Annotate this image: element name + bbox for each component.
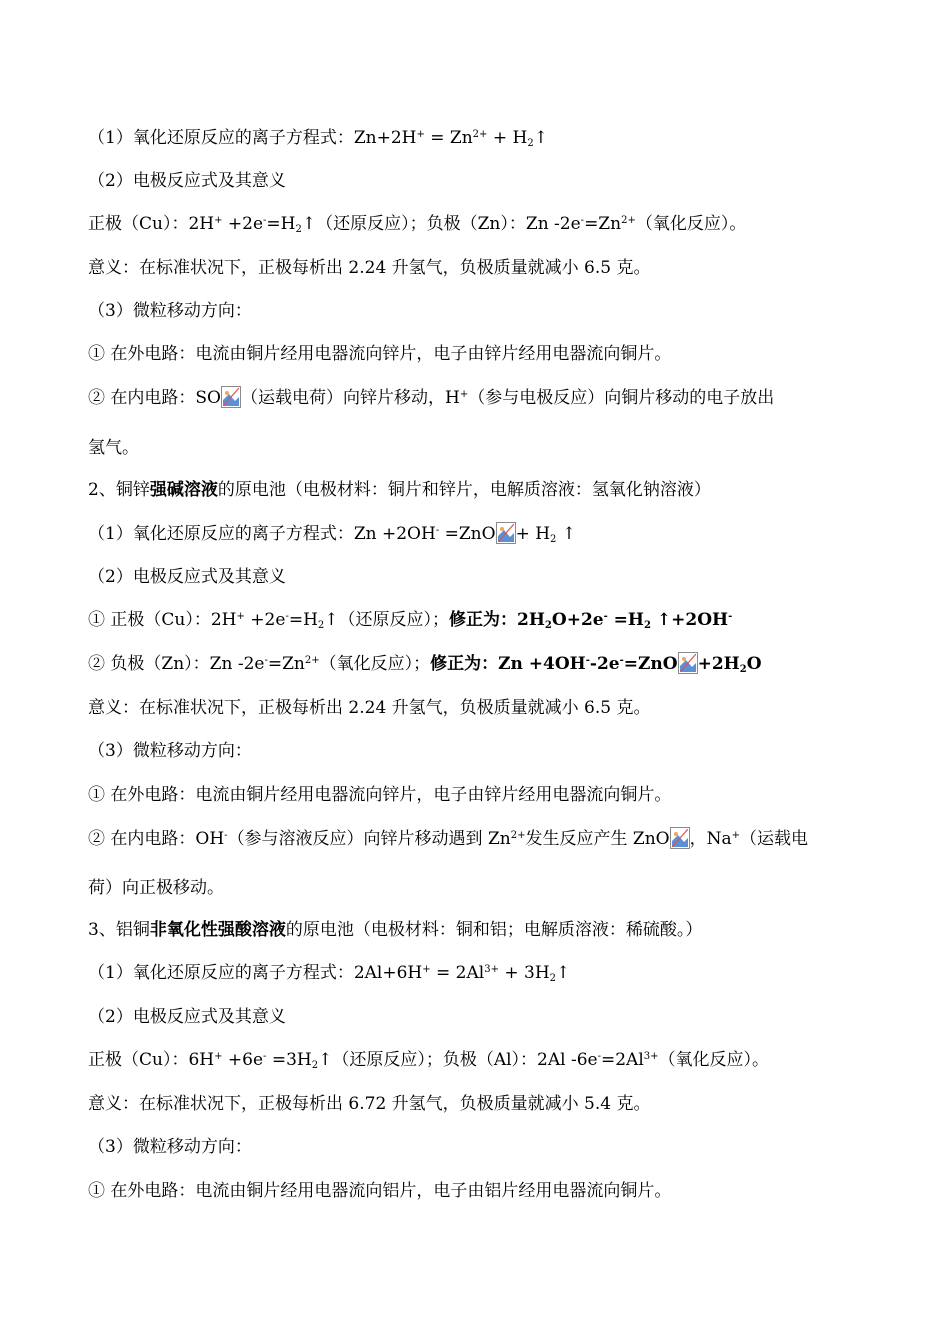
s2-internal-circuit: ② 在内电路：OH-（参与溶液反应）向锌片移动遇到 $Zn^{2+}$发生反应产生 ZnO ，Na+（运载电	[88, 829, 808, 849]
s2-positive-electrode: ① 正极（Cu）：$2H^+ +2e^-=H_2↑$（还原反应）；修正为：$2H_2O+2e^- =H_2$ ↑+2OH-	[88, 610, 733, 631]
s2-internal-circuit-cont: 荷）向正极移动。	[88, 878, 224, 898]
s2-heading: 2、铜锌强碱溶液的原电池（电极材料：铜片和锌片，电解质溶液：氢氧化钠溶液）	[88, 480, 711, 500]
s3-heading: 3、铝铜非氧化性强酸溶液的原电池（电极材料：铜和铝；电解质溶液：稀硫酸。）	[88, 920, 703, 940]
s3-electrode-heading: （2）电极反应式及其意义	[88, 1007, 286, 1027]
s2-negative-electrode: ② 负极（Zn）：Zn $-2e^-=Zn^{2+}$（氧化反应）；修正为：Zn +4OH--2e-=ZnO $+2H_2O$	[88, 654, 762, 675]
s1-particle-heading: （3）微粒移动方向：	[88, 301, 252, 321]
broken-image-icon	[221, 386, 241, 408]
s1-electrode-heading: （2）电极反应式及其意义	[88, 171, 286, 191]
s1-ionic-equation: （1）氧化还原反应的离子方程式：$Zn+2H^+ = Zn^{2+}$ + $H_2↑$	[88, 128, 548, 149]
broken-image-icon	[496, 522, 516, 544]
s3-external-circuit: ① 在外电路：电流由铜片经用电器流向铝片，电子由铝片经用电器流向铜片。	[88, 1181, 672, 1201]
s1-external-circuit: ① 在外电路：电流由铜片经用电器流向锌片，电子由锌片经用电器流向铜片。	[88, 344, 672, 364]
s1-internal-circuit-cont: 氢气。	[88, 438, 139, 458]
broken-image-icon	[670, 827, 690, 849]
s2-external-circuit: ① 在外电路：电流由铜片经用电器流向锌片，电子由锌片经用电器流向铜片。	[88, 785, 672, 805]
s3-particle-heading: （3）微粒移动方向：	[88, 1137, 252, 1157]
s3-meaning: 意义：在标准状况下，正极每析出 6.72 升氢气，负极质量就减小 5.4 克。	[88, 1094, 651, 1114]
s2-particle-heading: （3）微粒移动方向：	[88, 741, 252, 761]
s1-internal-circuit: ② 在内电路：SO （运载电荷）向锌片移动，H+（参与电极反应）向铜片移动的电子放出	[88, 388, 775, 408]
s1-meaning: 意义：在标准状况下，正极每析出 2.24 升氢气，负极质量就减小 6.5 克。	[88, 258, 651, 278]
s3-electrode-equations: 正极（Cu）：$6H^+ +6e^- =3H_2↑$（还原反应）；负极（Al）：2Al $-6e^-=2Al^{3+}$（氧化反应）。	[88, 1050, 770, 1071]
s1-electrode-equations: 正极（Cu）：$2H^+ +2e^-=H_2↑$（还原反应）；负极（Zn）：Zn $-2e^-=Zn^{2+}$（氧化反应）。	[88, 214, 747, 235]
s2-ionic-equation: （1）氧化还原反应的离子方程式：Zn +2OH- =ZnO + $H_2$ ↑	[88, 524, 577, 545]
s2-meaning: 意义：在标准状况下，正极每析出 2.24 升氢气，负极质量就减小 6.5 克。	[88, 698, 651, 718]
s3-ionic-equation: （1）氧化还原反应的离子方程式：$2Al+6H^+ = 2Al^{3+}$ + $3H_2↑$	[88, 963, 571, 984]
s2-electrode-heading: （2）电极反应式及其意义	[88, 567, 286, 587]
broken-image-icon	[678, 652, 698, 674]
